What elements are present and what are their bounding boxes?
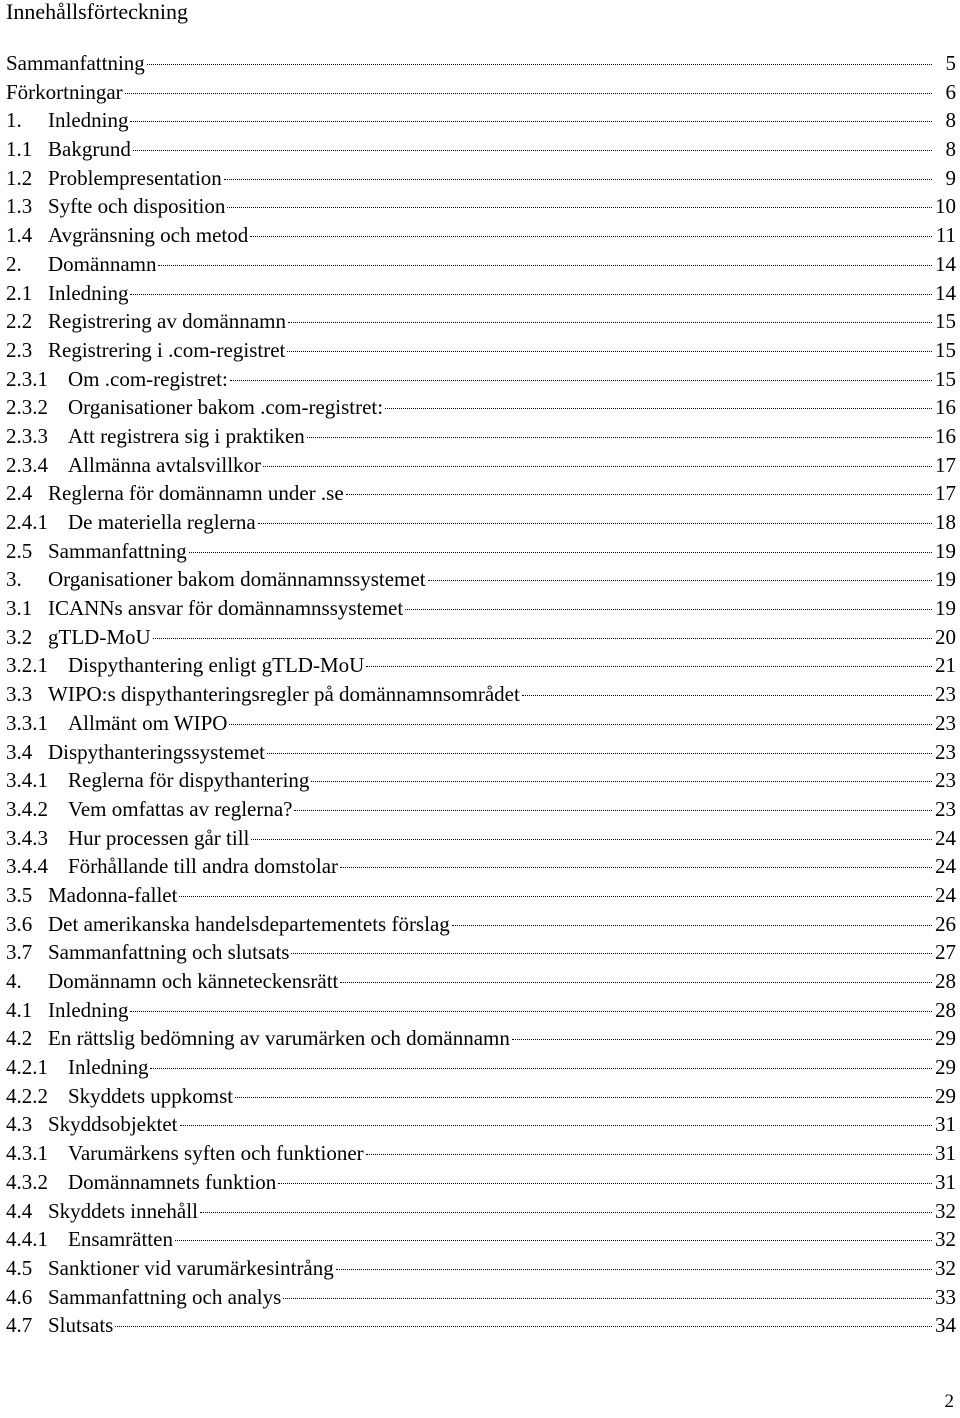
- toc-entry-title: Dispythanteringssystemet: [48, 739, 265, 764]
- toc-entry-title: WIPO:s dispythanteringsregler på domännamnsområdet: [48, 682, 520, 707]
- dot-leader: [158, 265, 932, 266]
- toc-entry[interactable]: [6, 709, 956, 738]
- toc-entry-title: Organisationer bakom domännamnssystemet: [48, 567, 426, 592]
- toc-entry-number: 3.4.3: [6, 825, 48, 850]
- toc-entry-title: Hur processen går till: [68, 825, 250, 850]
- toc-entry-number: 2.2: [6, 309, 33, 334]
- dot-leader: [130, 294, 932, 295]
- toc-entry-number: 2.4: [6, 481, 33, 506]
- dot-leader: [229, 724, 932, 725]
- toc-entry-page: 16: [935, 395, 956, 420]
- dot-leader: [130, 1011, 932, 1012]
- toc-entry-number: 1.: [6, 108, 22, 133]
- dot-leader: [288, 322, 932, 323]
- toc-entry[interactable]: [6, 221, 956, 250]
- toc-entry-page: 8: [945, 137, 956, 162]
- toc-entry-title: Inledning: [68, 1055, 149, 1080]
- toc-entry-title: Organisationer bakom .com-registret:: [68, 395, 384, 420]
- toc-entry[interactable]: [6, 1311, 956, 1340]
- toc-entry-title: Sammanfattning: [48, 538, 187, 563]
- toc-entry-number: 1.2: [6, 165, 33, 190]
- toc-entry[interactable]: [6, 365, 956, 394]
- toc-entry-number: 3.3.1: [6, 710, 48, 735]
- toc-entry-number: 3.2.1: [6, 653, 48, 678]
- dot-leader: [366, 666, 932, 667]
- toc-entry-page: 33: [935, 1284, 956, 1309]
- toc-entry-page: 11: [935, 223, 956, 248]
- toc-entry-title: Skyddets uppkomst: [68, 1083, 234, 1108]
- toc-entry-number: 4.3.2: [6, 1169, 48, 1194]
- toc-entry-title: Registrering av domännamn: [48, 309, 286, 334]
- toc-entry-page: 15: [935, 309, 956, 334]
- toc-entry-title: Syfte och disposition: [48, 194, 226, 219]
- dot-leader: [230, 380, 932, 381]
- toc-entry[interactable]: [6, 795, 956, 824]
- toc-entry[interactable]: [6, 279, 956, 308]
- dot-leader: [512, 1039, 932, 1040]
- dot-leader: [311, 781, 932, 782]
- toc-entry-title: Inledning: [48, 108, 129, 133]
- toc-entry-title: Skyddsobjektet: [48, 1112, 178, 1137]
- toc-entry-number: 4.1: [6, 997, 33, 1022]
- toc-entry-number: 3.3: [6, 682, 33, 707]
- toc-entry-title: Slutsats: [48, 1313, 114, 1338]
- toc-entry-page: 31: [935, 1141, 956, 1166]
- dot-leader: [250, 236, 932, 237]
- toc-entry-page: 34: [935, 1313, 956, 1338]
- toc-entry-title: Inledning: [48, 997, 129, 1022]
- toc-entry-title: Dispythantering enligt gTLD-MoU: [68, 653, 365, 678]
- toc-entry[interactable]: [6, 1283, 956, 1312]
- toc-entry-title: Madonna-fallet: [48, 882, 178, 907]
- dot-leader: [258, 523, 932, 524]
- page-number: 2: [944, 1391, 954, 1412]
- toc-entry-number: 4.2: [6, 1026, 33, 1051]
- toc-entry-page: 28: [935, 997, 956, 1022]
- toc-entry-title: Domännamn: [48, 251, 157, 276]
- toc-entry[interactable]: [6, 651, 956, 680]
- dot-leader: [147, 64, 932, 65]
- toc-entry-number: 4.4: [6, 1198, 33, 1223]
- toc-entry[interactable]: [6, 852, 956, 881]
- toc-entry-number: 2.3.3: [6, 423, 48, 448]
- toc-entry-title: Domännamn och känneteckensrätt: [48, 969, 339, 993]
- dot-leader: [287, 351, 932, 352]
- toc-entry-page: 19: [935, 538, 956, 563]
- toc-entry-title: Allmänna avtalsvillkor: [68, 452, 262, 477]
- toc-entry-page: 9: [945, 165, 956, 190]
- toc-entry-page: 32: [935, 1227, 956, 1252]
- dot-leader: [115, 1326, 932, 1327]
- toc-entry-page: 24: [935, 882, 956, 907]
- toc-entry[interactable]: [6, 307, 956, 336]
- toc-entry[interactable]: [6, 1024, 956, 1053]
- toc-entry-title: Förhållande till andra domstolar: [68, 854, 339, 879]
- toc-entry-number: 2.1: [6, 280, 33, 305]
- toc-entry[interactable]: [6, 106, 956, 135]
- toc-entry[interactable]: [6, 996, 956, 1025]
- toc-entry[interactable]: [6, 393, 956, 422]
- dot-leader: [291, 953, 932, 954]
- toc-entry-page: 15: [935, 337, 956, 362]
- toc-entry-number: 3.6: [6, 911, 33, 936]
- toc-entry-page: 23: [935, 739, 956, 764]
- dot-leader: [385, 408, 932, 409]
- toc-entry-number: 4.6: [6, 1284, 33, 1309]
- toc-entry-number: 3.7: [6, 940, 33, 965]
- toc-entry-title: Avgränsning och metod: [48, 223, 249, 248]
- toc-entry-title: Sammanfattning och analys: [48, 1284, 282, 1309]
- toc-entry-page: 19: [935, 567, 956, 592]
- toc-entry-title: Det amerikanska handelsdepartementets förslag: [48, 911, 450, 936]
- toc-entry[interactable]: [6, 1139, 956, 1168]
- dot-leader: [227, 207, 932, 208]
- toc-entry-page: 18: [935, 510, 956, 534]
- toc-entry[interactable]: [6, 680, 956, 709]
- toc-entry-number: 1.3: [6, 194, 33, 219]
- toc-entry-number: 4.4.1: [6, 1227, 48, 1252]
- toc-entry-title: Sammanfattning: [6, 51, 145, 75]
- toc-entry-title: Varumärkens syften och funktioner: [68, 1141, 364, 1166]
- toc-entry-title: Vem omfattas av reglerna?: [68, 796, 293, 821]
- dot-leader: [235, 1097, 932, 1098]
- toc-entry-title: Registrering i .com-registret: [48, 337, 286, 362]
- toc-entry-page: 8: [945, 108, 956, 133]
- toc-entry-page: 16: [935, 423, 956, 448]
- dot-leader: [224, 179, 932, 180]
- toc-entry-page: 14: [935, 280, 956, 305]
- toc-entry-number: 3.4: [6, 739, 33, 764]
- toc-entry-number: 4.3.1: [6, 1141, 48, 1166]
- toc-entry-title: Reglerna för dispythantering: [68, 768, 310, 793]
- toc-entry[interactable]: [6, 1110, 956, 1139]
- toc-entry[interactable]: [6, 766, 956, 795]
- dot-leader: [340, 982, 932, 983]
- toc-entry-title: Allmänt om WIPO: [68, 710, 228, 735]
- toc-entry-title: Sammanfattning och slutsats: [48, 940, 290, 965]
- toc-entry-page: 29: [935, 1026, 956, 1051]
- toc-entry-page: 32: [935, 1198, 956, 1223]
- toc-entry-number: 4.2.2: [6, 1083, 48, 1108]
- toc-entry-number: 4.: [6, 969, 22, 993]
- toc-entry-page: 6: [945, 79, 956, 104]
- toc-entry-page: 27: [935, 940, 956, 965]
- toc-entry-page: 31: [935, 1169, 956, 1194]
- toc-entry-number: 1.1: [6, 137, 33, 162]
- toc-entry[interactable]: [6, 1197, 956, 1226]
- toc-entry[interactable]: [6, 565, 956, 594]
- toc-entry-title: Domännamnets funktion: [68, 1169, 277, 1194]
- dot-leader: [150, 1068, 932, 1069]
- dot-leader: [428, 580, 932, 581]
- dot-leader: [405, 609, 932, 610]
- dot-leader: [180, 1125, 933, 1126]
- toc-entry-title: ICANNs ansvar för domännamnssystemet: [48, 596, 404, 621]
- toc-entry-page: 23: [935, 796, 956, 821]
- toc-entry-number: 2.3.1: [6, 366, 48, 391]
- dot-leader: [153, 638, 932, 639]
- toc-entry[interactable]: [6, 1082, 956, 1111]
- toc-entry-title: Om .com-registret:: [68, 366, 228, 391]
- toc-entry-number: 4.7: [6, 1313, 33, 1338]
- toc-entry[interactable]: [6, 910, 956, 939]
- toc-entry-number: 4.2.1: [6, 1055, 48, 1080]
- dot-leader: [263, 466, 932, 467]
- toc-entry-page: 28: [935, 969, 956, 993]
- toc-entry-number: 1.4: [6, 223, 33, 248]
- toc-entry-page: 23: [935, 682, 956, 707]
- toc-entry-number: 3.1: [6, 596, 33, 621]
- dot-leader: [125, 93, 932, 94]
- toc-entry-page: 24: [935, 854, 956, 879]
- toc-entry-title: Att registrera sig i praktiken: [68, 423, 305, 448]
- toc-entry-number: 2.4.1: [6, 510, 48, 534]
- dot-leader: [133, 150, 932, 151]
- dot-leader: [283, 1298, 932, 1299]
- dot-leader: [175, 1240, 932, 1241]
- toc-entry-page: 21: [935, 653, 956, 678]
- toc-entry-page: 17: [935, 481, 956, 506]
- toc-entry-number: 3.5: [6, 882, 33, 907]
- toc-entry-number: 3.2: [6, 624, 33, 649]
- toc-entry-title: gTLD-MoU: [48, 624, 151, 649]
- toc-entry-page: 14: [935, 251, 956, 276]
- toc-entry[interactable]: [6, 135, 956, 164]
- toc-entry-page: 29: [935, 1083, 956, 1108]
- toc-entry-page: 32: [935, 1255, 956, 1280]
- toc-entry[interactable]: [6, 738, 956, 767]
- toc-entry[interactable]: [6, 1254, 956, 1283]
- dot-leader: [130, 121, 932, 122]
- toc-entry[interactable]: [6, 451, 956, 480]
- toc-entry[interactable]: [6, 623, 956, 652]
- toc-entry-page: 15: [935, 366, 956, 391]
- dot-leader: [336, 1269, 932, 1270]
- toc-entry[interactable]: [6, 537, 956, 566]
- dot-leader: [452, 925, 932, 926]
- toc-entry-title: Bakgrund: [48, 137, 131, 162]
- toc-entry[interactable]: [6, 192, 956, 221]
- toc-entry-page: 17: [935, 452, 956, 477]
- table-of-contents: [6, 49, 956, 1340]
- toc-entry-title: Ensamrätten: [68, 1227, 173, 1252]
- toc-entry[interactable]: [6, 967, 956, 996]
- toc-entry-number: 2.3: [6, 337, 33, 362]
- toc-heading: Innehållsförteckning: [6, 0, 189, 24]
- toc-entry[interactable]: [6, 336, 956, 365]
- toc-entry-page: 10: [935, 194, 956, 219]
- toc-entry[interactable]: [6, 250, 956, 279]
- toc-entry[interactable]: [6, 881, 956, 910]
- dot-leader: [278, 1183, 932, 1184]
- toc-entry-page: 29: [935, 1055, 956, 1080]
- toc-entry-title: Problempresentation: [48, 165, 222, 190]
- toc-entry-number: 3.4.1: [6, 768, 48, 793]
- toc-entry-number: 3.: [6, 567, 22, 592]
- toc-entry-number: 2.: [6, 251, 22, 276]
- toc-entry-number: 3.4.4: [6, 854, 48, 879]
- dot-leader: [340, 867, 932, 868]
- toc-entry-number: 2.3.4: [6, 452, 48, 477]
- toc-entry-number: 4.5: [6, 1255, 33, 1280]
- toc-entry[interactable]: [6, 1168, 956, 1197]
- toc-entry[interactable]: [6, 824, 956, 853]
- toc-entry[interactable]: [6, 422, 956, 451]
- dot-leader: [179, 896, 932, 897]
- toc-entry-number: 2.3.2: [6, 395, 48, 420]
- dot-leader: [251, 839, 932, 840]
- toc-entry-page: 19: [935, 596, 956, 621]
- toc-entry-number: 3.4.2: [6, 796, 48, 821]
- toc-entry[interactable]: [6, 1225, 956, 1254]
- dot-leader: [267, 753, 932, 754]
- dot-leader: [522, 695, 932, 696]
- toc-entry-title: En rättslig bedömning av varumärken och domännamn: [48, 1026, 510, 1051]
- toc-entry-page: 23: [935, 710, 956, 735]
- dot-leader: [189, 552, 932, 553]
- toc-entry[interactable]: [6, 938, 956, 967]
- toc-entry-title: De materiella reglerna: [68, 510, 256, 534]
- toc-entry-title: Reglerna för domännamn under .se: [48, 481, 344, 506]
- toc-entry-page: 26: [935, 911, 956, 936]
- toc-entry-page: 31: [935, 1112, 956, 1137]
- toc-entry-page: 23: [935, 768, 956, 793]
- toc-entry[interactable]: [6, 508, 956, 537]
- toc-entry[interactable]: [6, 1053, 956, 1082]
- toc-entry-number: 2.5: [6, 538, 33, 563]
- toc-entry-page: 20: [935, 624, 956, 649]
- toc-entry[interactable]: [6, 479, 956, 508]
- toc-entry[interactable]: [6, 594, 956, 623]
- toc-entry-page: 5: [945, 51, 956, 75]
- dot-leader: [200, 1212, 932, 1213]
- toc-entry[interactable]: [6, 164, 956, 193]
- dot-leader: [346, 494, 932, 495]
- dot-leader: [307, 437, 932, 438]
- toc-entry-page: 24: [935, 825, 956, 850]
- toc-entry-title: Skyddets innehåll: [48, 1198, 198, 1223]
- dot-leader: [366, 1154, 932, 1155]
- toc-entry-number: 4.3: [6, 1112, 33, 1137]
- toc-entry-title: Sanktioner vid varumärkesintrång: [48, 1255, 334, 1280]
- toc-entry-title: Förkortningar: [6, 79, 123, 104]
- toc-entry[interactable]: [6, 49, 956, 78]
- toc-entry[interactable]: [6, 78, 956, 107]
- toc-entry-title: Inledning: [48, 280, 129, 305]
- dot-leader: [294, 810, 932, 811]
